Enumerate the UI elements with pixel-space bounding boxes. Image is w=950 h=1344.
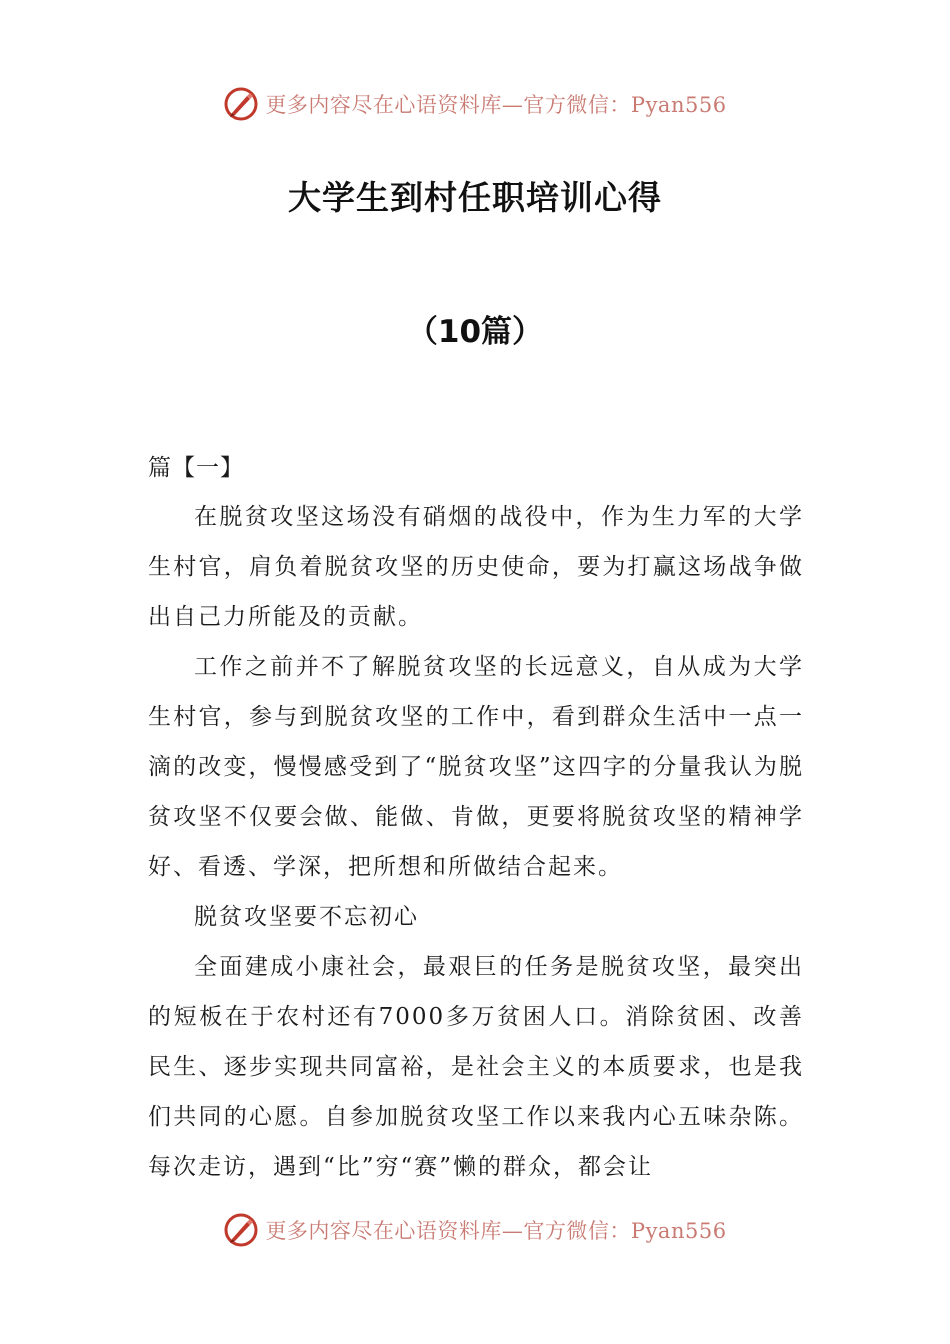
watermark-text: 更多内容尽在心语资料库—官方微信：Pyan556 <box>265 93 727 117</box>
paragraph-2: 工作之前并不了解脱贫攻坚的长远意义，自从成为大学生村官，参与到脱贫攻坚的工作中，看到群众生活中一点一滴的改变，慢慢感受到了“脱贫攻坚”这四字的分量我认为脱贫攻坚不仅要会做、能做、肯做，更要将脱贫攻坚的精神学好、看透、学深，把所想和所做结合起来。 <box>148 654 804 880</box>
subheading-paragraph: 脱贫攻坚要不忘初心 <box>194 904 419 930</box>
document-subtitle: （10篇） <box>406 314 544 350</box>
footer-watermark-banner <box>0 1208 950 1252</box>
pen-logo-icon <box>223 86 259 122</box>
section-label: 篇【一】 <box>148 455 244 481</box>
pen-logo-icon <box>223 1212 259 1248</box>
watermark-text: 更多内容尽在心语资料库—官方微信：Pyan556 <box>265 1219 727 1243</box>
document-body <box>148 448 804 1192</box>
document-title: 大学生到村任职培训心得 <box>288 178 662 217</box>
paragraph-1: 在脱贫攻坚这场没有硝烟的战役中，作为生力军的大学生村官，肩负着脱贫攻坚的历史使命，要为打赢这场战争做出自己力所能及的贡献。 <box>148 504 804 630</box>
paragraph-3: 全面建成小康社会，最艰巨的任务是脱贫攻坚，最突出的短板在于农村还有7000多万贫困人口。消除贫困、改善民生、逐步实现共同富裕，是社会主义的本质要求，也是我们共同的心愿。自参加脱贫攻坚工作以来我内心五味杂陈。每次走访，遇到“比”穷“赛”懒的群众，都会让 <box>148 954 804 1180</box>
header-watermark-banner <box>0 82 950 126</box>
